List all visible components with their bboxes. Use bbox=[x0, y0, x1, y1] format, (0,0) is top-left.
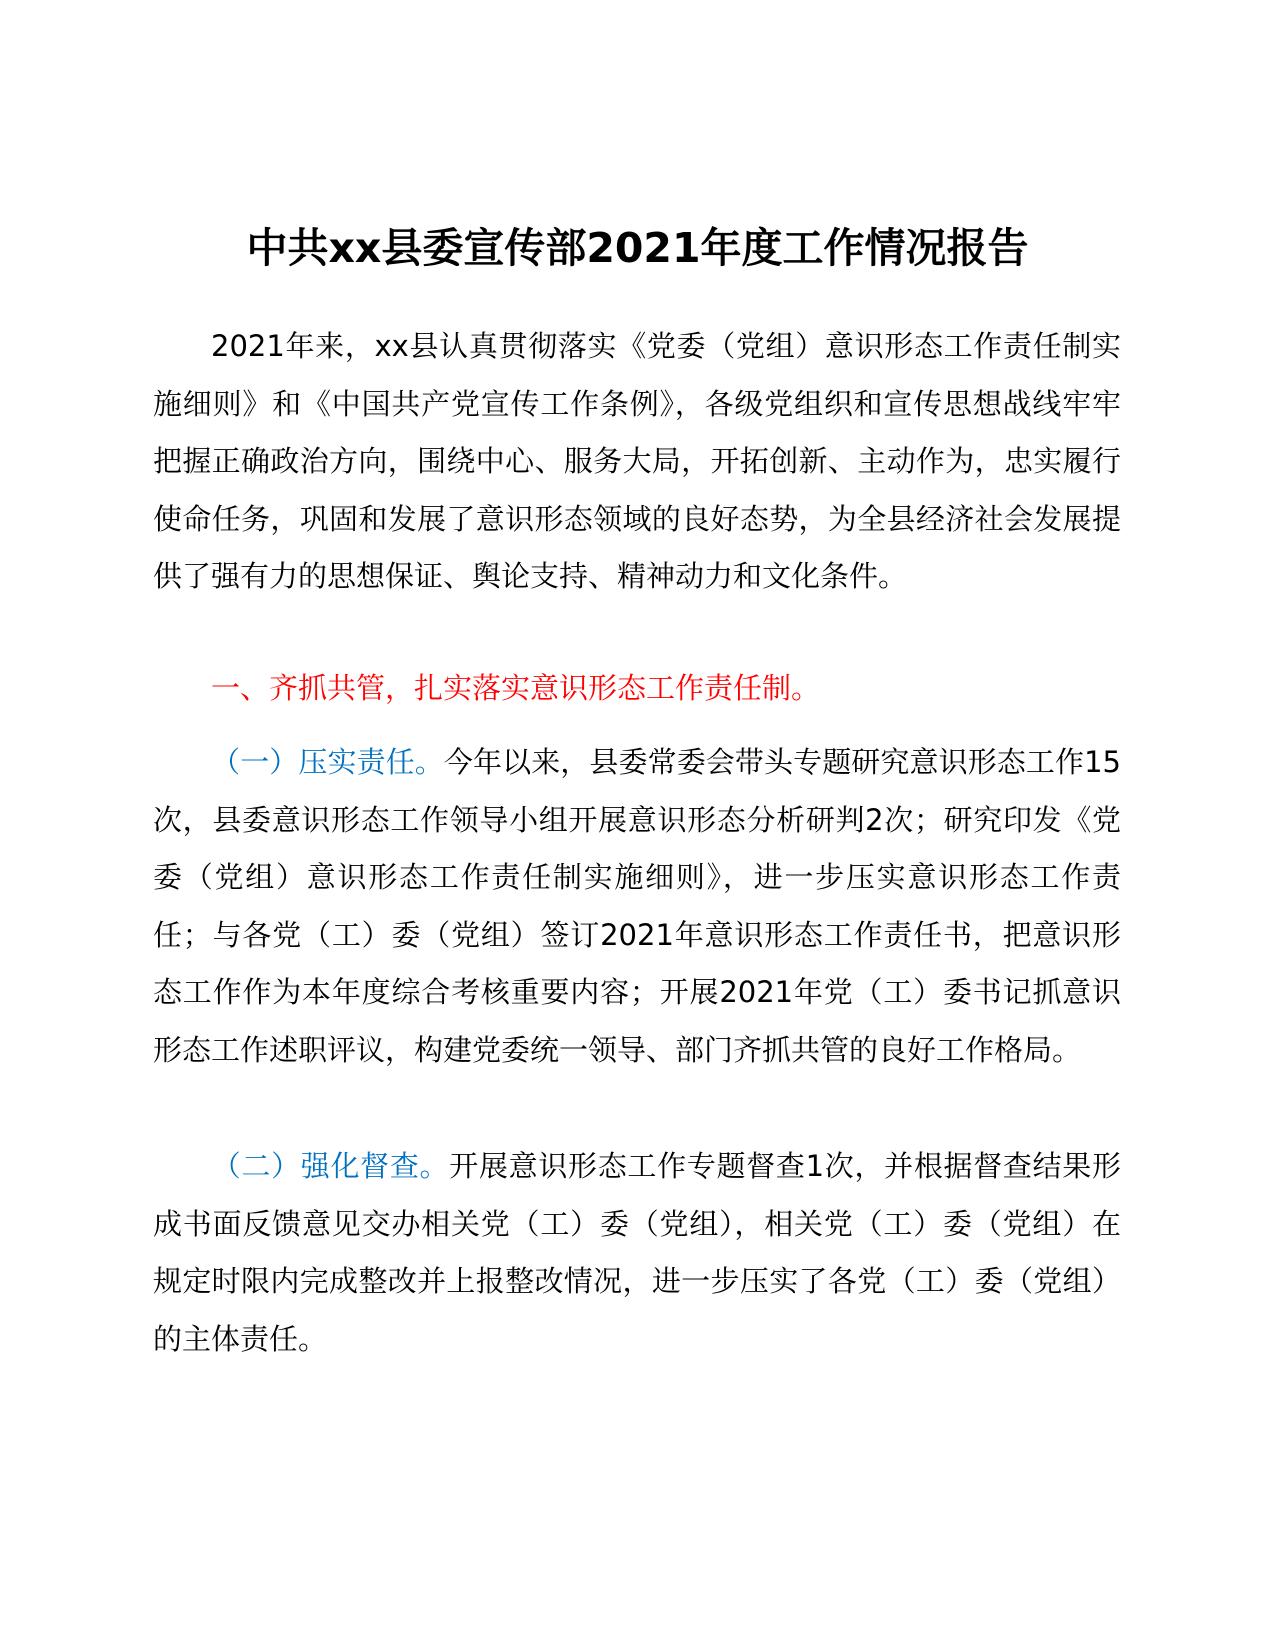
section-1-item-2 bbox=[153, 1138, 1121, 1368]
item-1-text: 今年以来，县委常委会带头专题研究意识形态工作15次，县委意识形态工作领导小组开展意识形态分析研判2次；研究印发《党委（党组）意识形态工作责任制实施细则》，进一步压实意识形态工作责任；与各党（工）委（党组）签订2021年意识形态工作责任书，把意识形态工作作为本年度综合考核重要内容；开展2021年党（工）委书记抓意识形态工作述职评议，构建党委统一领导、部门齐抓共管的良好工作格局。 bbox=[153, 745, 1121, 1067]
section-1-item-1 bbox=[153, 734, 1121, 1079]
intro-paragraph bbox=[153, 318, 1121, 606]
intro-paragraph-text: 2021年来，xx县认真贯彻落实《党委（党组）意识形态工作责任制实施细则》和《中国共产党宣传工作条例》，各级党组织和宣传思想战线牢牢把握正确政治方向，围绕中心、服务大局，开拓创新、主动作为，忠实履行使命任务，巩固和发展了意识形态领域的良好态势，为全县经济社会发展提供了强有力的思想保证、舆论支持、精神动力和文化条件。 bbox=[153, 329, 1121, 593]
item-2-label: （二）强化督查。 bbox=[211, 1149, 450, 1183]
section-1-heading bbox=[153, 660, 1121, 718]
item-2-text: 开展意识形态工作专题督查1次，并根据督查结果形成书面反馈意见交办相关党（工）委（党组），相关党（工）委（党组）在规定时限内完成整改并上报整改情况，进一步压实了各党（工）委（党组）的主体责任。 bbox=[153, 1149, 1121, 1356]
item-1-label: （一）压实责任。 bbox=[211, 745, 444, 779]
document-title: 中共xx县委宣传部2021年度工作情况报告 bbox=[246, 224, 1029, 272]
section-1-heading-text: 一、齐抓共管，扎实落实意识形态工作责任制。 bbox=[211, 671, 821, 705]
